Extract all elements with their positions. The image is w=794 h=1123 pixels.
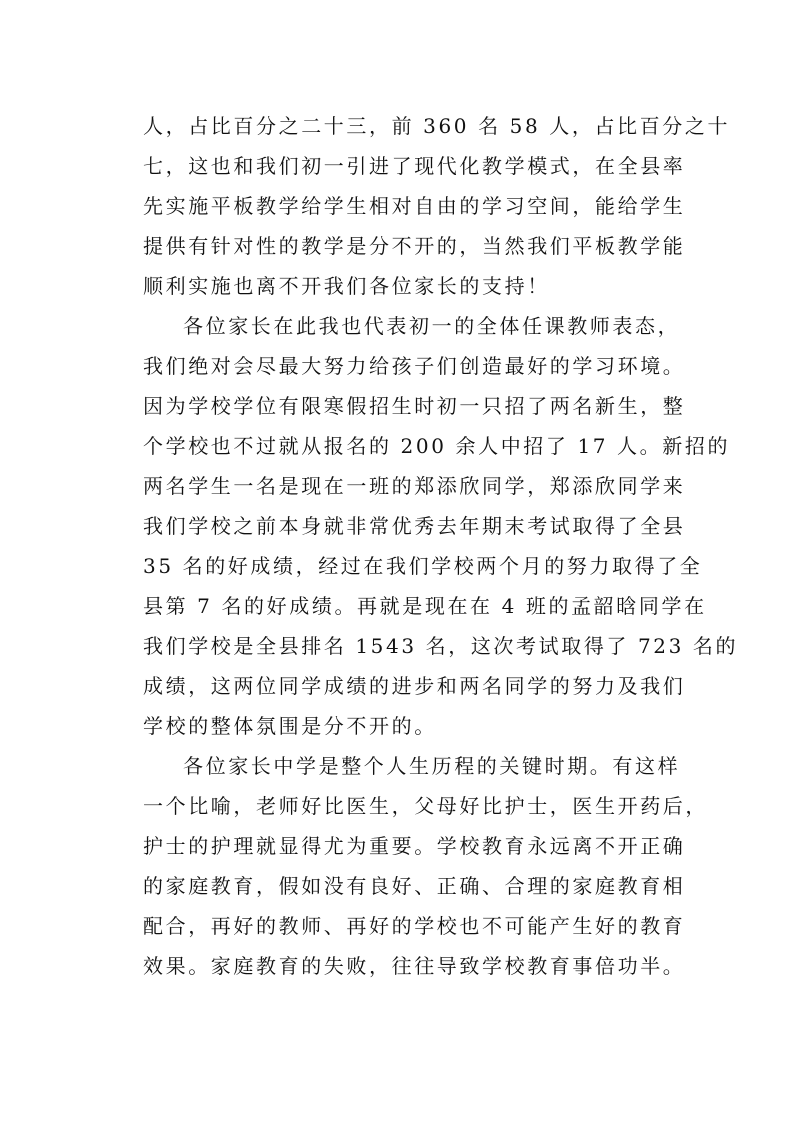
text-line: 因为学校学位有限寒假招生时初一只招了两名新生，整: [143, 394, 686, 418]
text-line: 顺利实施也离不开我们各位家长的支持！: [143, 274, 550, 298]
text-line: 配合，再好的教师、再好的学校也不可能产生好的教育: [143, 914, 686, 938]
paragraph-start-line: 各位家长在此我也代表初一的全体任课教师表态，: [183, 314, 681, 338]
text-line: 效果。家庭教育的失败，往往导致学校教育事倍功半。: [143, 954, 686, 978]
text-line: 的家庭教育，假如没有良好、正确、合理的家庭教育相: [143, 874, 686, 898]
text-line: 人，占比百分之二十三，前 360 名 58 人，占比百分之十: [143, 114, 731, 138]
document-body: [143, 106, 739, 986]
text-line: 我们学校是全县排名 1543 名，这次考试取得了 723 名的: [143, 634, 739, 658]
text-line: 我们学校之前本身就非常优秀去年期末考试取得了全县: [143, 514, 686, 538]
text-line: 七，这也和我们初一引进了现代化教学模式，在全县率: [143, 154, 686, 178]
text-line: 两名学生一名是现在一班的郑添欣同学，郑添欣同学来: [143, 474, 686, 498]
text-line: 先实施平板教学给学生相对自由的学习空间，能给学生: [143, 194, 686, 218]
text-line: 护士的护理就显得尤为重要。学校教育永远离不开正确: [143, 834, 686, 858]
text-line: 成绩，这两位同学成绩的进步和两名同学的努力及我们: [143, 674, 686, 698]
text-line: 35 名的好成绩，经过在我们学校两个月的努力取得了全: [143, 554, 703, 578]
text-line: 学校的整体氛围是分不开的。: [143, 714, 437, 738]
text-line: 个学校也不过就从报名的 200 余人中招了 17 人。新招的: [143, 434, 731, 458]
text-line: 县第 7 名的好成绩。再就是现在在 4 班的孟韶晗同学在: [143, 594, 707, 618]
text-line: 一个比喻，老师好比医生，父母好比护士，医生开药后，: [143, 794, 708, 818]
text-line: 我们绝对会尽最大努力给孩子们创造最好的学习环境。: [143, 354, 686, 378]
text-line: 提供有针对性的教学是分不开的，当然我们平板教学能: [143, 234, 686, 258]
paragraph-start-line: 各位家长中学是整个人生历程的关键时期。有这样: [183, 754, 681, 778]
